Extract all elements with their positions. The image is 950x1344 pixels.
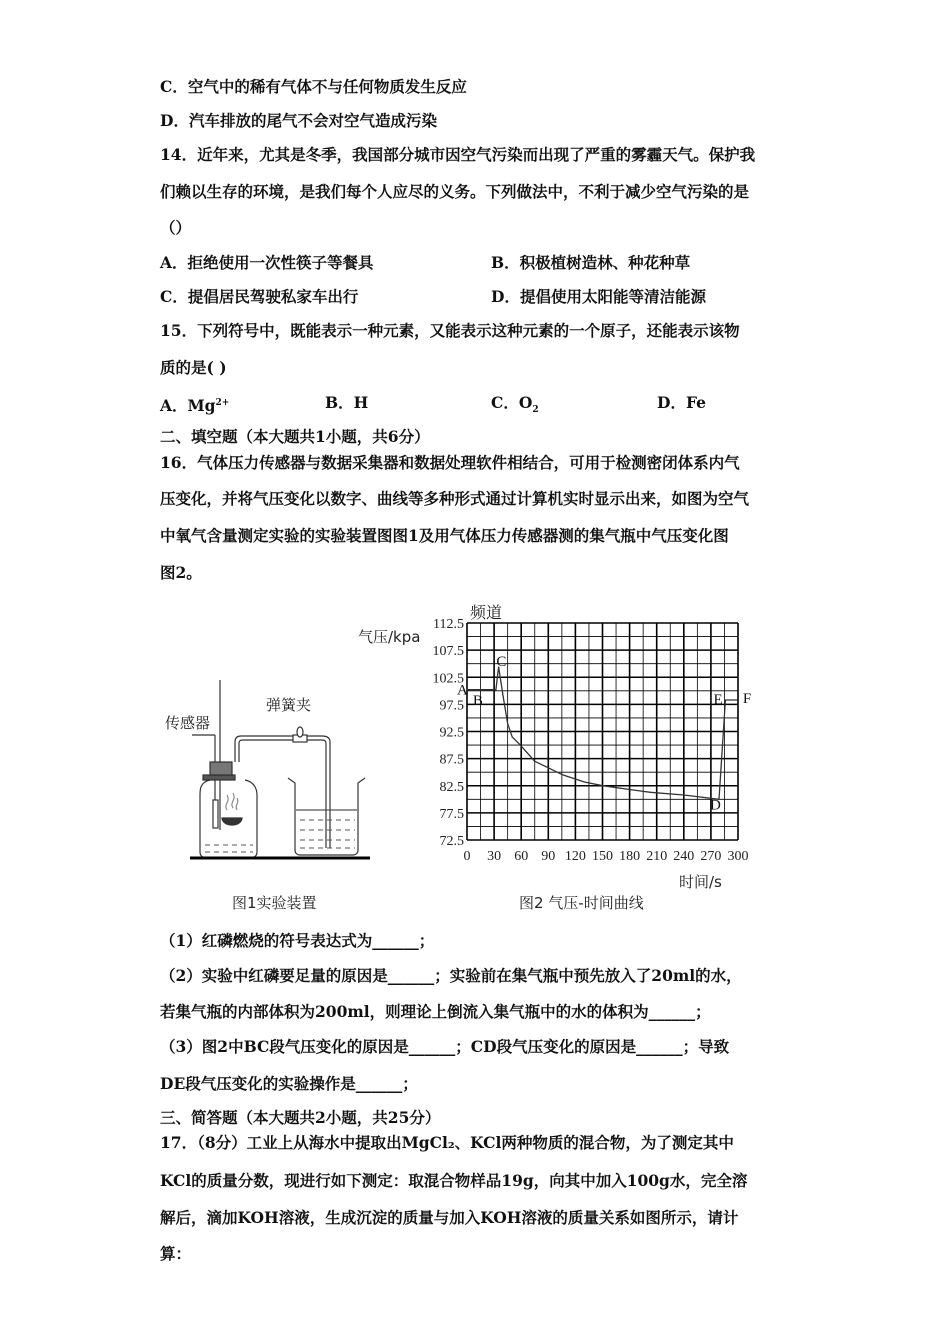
x-tick-label: 150 xyxy=(592,849,613,864)
q16-sub2-line1: （2）实验中红磷要足量的原因是______；实验前在集气瓶中预先放入了20ml的水， xyxy=(160,966,742,985)
x-tick-label: 240 xyxy=(673,849,695,864)
data-point xyxy=(512,736,513,737)
clamp-label: 弹簧夹 xyxy=(266,696,312,714)
q17-stem-line4: 算： xyxy=(160,1244,192,1263)
point-label-f: F xyxy=(742,690,752,707)
q15-option-c-text: C．O xyxy=(491,393,533,412)
q13-option-c: C．空气中的稀有气体不与任何物质发生反应 xyxy=(160,77,467,96)
q16-stem-line2: 压变化，并将气压变化以数字、曲线等多种形式通过计算机实时显示出来，如图为空气 xyxy=(160,489,750,508)
q17-stem-line1: 17．（8分）工业上从海水中提取出MgCl₂、KCl两种物质的混合物，为了测定其中 xyxy=(160,1133,734,1152)
data-point xyxy=(603,785,604,786)
q16-sub3-line2: DE段气压变化的实验操作是______； xyxy=(160,1074,418,1093)
data-point xyxy=(495,689,496,690)
data-point xyxy=(725,699,726,700)
q16-stem-line4: 图2。 xyxy=(160,563,202,582)
q14-option-a: A．拒绝使用一次性筷子等餐具 xyxy=(160,253,374,272)
data-point xyxy=(650,792,651,793)
x-tick-label: 180 xyxy=(619,849,641,864)
data-point xyxy=(584,781,585,782)
y-tick-label: 87.5 xyxy=(439,752,464,768)
q14-option-b: B．积极植树造林、种花种草 xyxy=(491,253,691,272)
data-point xyxy=(503,696,504,697)
q16-stem-line1: 16．气体压力传感器与数据采集器和数据处理软件相结合，可用于检测密闭体系内气 xyxy=(160,453,740,472)
x-tick-label: 0 xyxy=(463,849,471,864)
q15-stem-line1: 15．下列符号中，既能表示一种元素，又能表示这种元素的一个原子，还能表示该物 xyxy=(160,321,740,340)
data-point xyxy=(507,723,508,724)
sensor-label: 传感器 xyxy=(165,714,211,732)
point-label-a: A xyxy=(457,682,468,699)
q13-option-d: D．汽车排放的尾气不会对空气造成污染 xyxy=(160,111,437,130)
data-point xyxy=(534,761,535,762)
data-point xyxy=(562,774,563,775)
q17-stem-line3: 解后，滴加KOH溶液，生成沉淀的质量与加入KOH溶液的质量关系如图所示，请计 xyxy=(160,1208,739,1227)
point-label-b: B xyxy=(472,693,483,710)
y-tick-label: 77.5 xyxy=(439,806,464,822)
q16-sub2-line2: 若集气瓶的内部体积为200ml，则理论上倒流入集气瓶中的水的体积为______； xyxy=(160,1002,711,1021)
q14-stem-line1: 14．近年来，尤其是冬季，我国部分城市因空气污染而出现了严重的雾霾天气。保护我 xyxy=(160,145,756,164)
data-point xyxy=(736,699,737,700)
x-tick-label: 210 xyxy=(646,849,668,864)
point-label-c: C xyxy=(496,653,507,670)
y-tick-label: 97.5 xyxy=(439,698,464,714)
y-tick-label: 107.5 xyxy=(432,644,464,660)
section2-heading: 二、填空题（本大题共1小题，共6分） xyxy=(160,427,430,446)
y-tick-label: 112.5 xyxy=(433,617,464,632)
x-tick-label: 30 xyxy=(487,849,502,864)
y-tick-label: 102.5 xyxy=(432,671,464,687)
fig1-caption: 图1实验装置 xyxy=(232,894,317,912)
data-point xyxy=(520,744,521,745)
x-tick-label: 60 xyxy=(514,849,529,864)
q14-option-d: D．提倡使用太阳能等清洁能源 xyxy=(491,287,706,306)
point-label-e: E xyxy=(713,691,723,708)
q15-option-b: B．H xyxy=(325,393,369,412)
point-label-d: D xyxy=(709,797,721,814)
q16-sub3-line1: （3）图2中BC段气压变化的原因是______；CD段气压变化的原因是______；导致 xyxy=(160,1037,730,1056)
chart-ylabel: 气压/kpa xyxy=(358,628,421,646)
q15-option-c-sub: 2 xyxy=(532,405,539,416)
q14-option-c: C．提倡居民驾驶私家车出行 xyxy=(160,287,359,306)
x-tick-label: 270 xyxy=(700,849,722,864)
y-tick-label: 92.5 xyxy=(439,725,464,741)
q15-option-a-text: A．Mg xyxy=(160,396,216,416)
section3-heading: 三、简答题（本大题共2小题，共25分） xyxy=(160,1108,441,1127)
data-point xyxy=(683,794,684,795)
q17-stem-line2: KCl的质量分数，现进行如下测定：取混合物样品19g，向其中加入100g水，完全溶 xyxy=(160,1171,748,1190)
q14-stem-line3: （） xyxy=(160,218,192,237)
q15-option-d: D．Fe xyxy=(657,393,706,412)
y-tick-label: 72.5 xyxy=(439,834,464,849)
q15-option-a-sup: 2+ xyxy=(215,398,230,408)
chart-xlabel: 时间/s xyxy=(679,873,722,891)
q16-sub1: （1）红磷燃烧的符号表达式为______； xyxy=(160,931,435,950)
q15-stem-line2: 质的是( ) xyxy=(160,358,227,377)
chart-title: 频道 xyxy=(470,603,503,622)
x-tick-label: 300 xyxy=(727,849,749,864)
y-tick-label: 82.5 xyxy=(439,779,464,795)
data-point xyxy=(629,789,630,790)
x-tick-label: 90 xyxy=(541,849,556,864)
data-point xyxy=(548,767,549,768)
x-tick-label: 120 xyxy=(564,849,586,864)
q14-stem-line2: 们赖以生存的环境，是我们每个人应尽的义务。下列做法中，不利于减少空气污染的是 xyxy=(160,182,750,201)
chart-caption: 图2 气压-时间曲线 xyxy=(519,894,644,912)
q16-stem-line3: 中氧气含量测定实验的实验装置图图1及用气体压力传感器测的集气瓶中气压变化图 xyxy=(160,526,729,545)
